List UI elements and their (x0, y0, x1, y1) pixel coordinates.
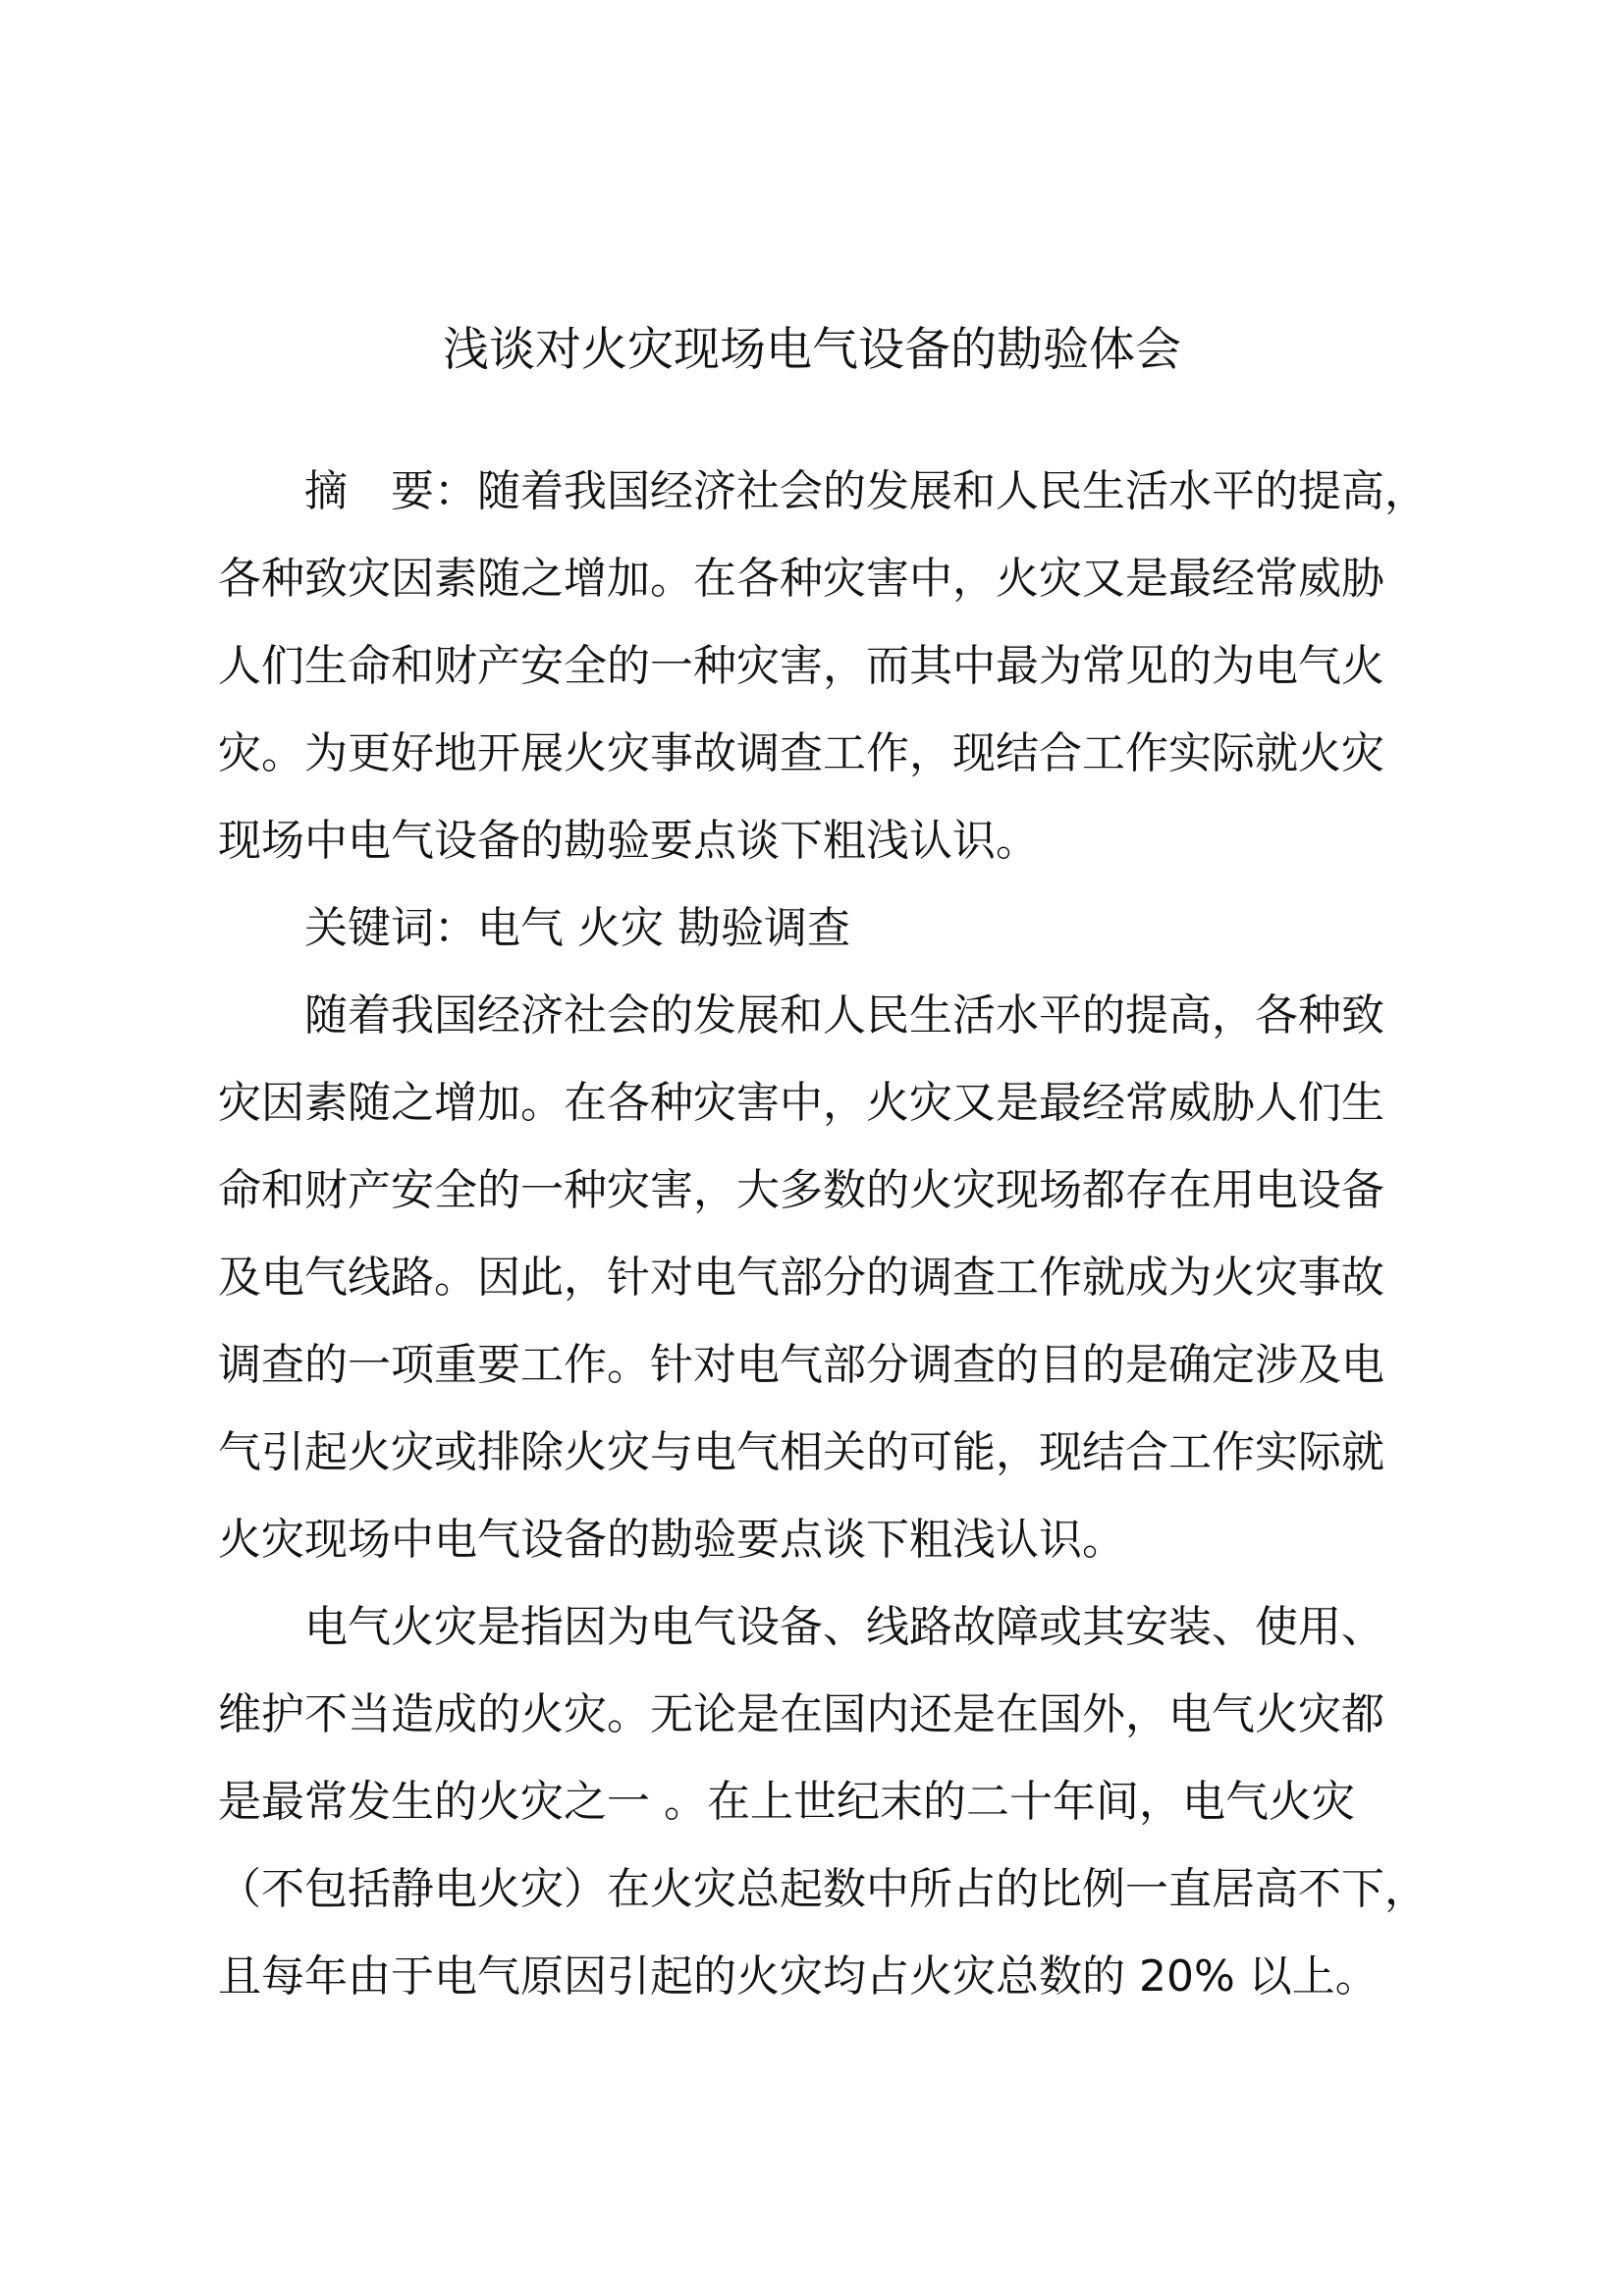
paragraph-2-line-4: （不包括静电火灾）在火灾总起数中所占的比例一直居高不下， (218, 1864, 1428, 1914)
abstract-line-4: 灾。为更好地开展火灾事故调查工作，现结合工作实际就火灾 (218, 728, 1384, 778)
paragraph-2-line-5: 且每年由于电气原因引起的火灾均占火灾总数的 20% 以上。 (218, 1951, 1379, 2002)
paragraph-1-line-5: 调查的一项重要工作。针对电气部分调查的目的是确定涉及电 (218, 1340, 1384, 1390)
paragraph-2-line-2: 维护不当造成的火灾。无论是在国内还是在国外，电气火灾都 (218, 1689, 1384, 1739)
paragraph-1-line-3: 命和财产安全的一种灾害，大多数的火灾现场都存在用电设备 (218, 1165, 1384, 1215)
keywords-line: 关键词：电气 火灾 勘验调查 (304, 903, 850, 953)
paragraph-2-line-3: 是最常发生的火灾之一 。在上世纪末的二十年间，电气火灾 (218, 1777, 1355, 1827)
paragraph-1-line-2: 灾因素随之增加。在各种灾害中，火灾又是最经常威胁人们生 (218, 1078, 1384, 1128)
document-title: 浅谈对火灾现场电气设备的勘验体会 (443, 323, 1181, 377)
paragraph-1-line-6: 气引起火灾或排除火灾与电气相关的可能，现结合工作实际就 (218, 1427, 1384, 1477)
paragraph-2-line-1: 电气火灾是指因为电气设备、线路故障或其安装、使用、 (304, 1602, 1384, 1652)
abstract-line-1: 摘 要：随着我国经济社会的发展和人民生活水平的提高， (304, 466, 1428, 516)
abstract-line-2: 各种致灾因素随之增加。在各种灾害中，火灾又是最经常威胁 (218, 554, 1384, 604)
paragraph-1-line-7: 火灾现场中电气设备的勘验要点谈下粗浅认识。 (218, 1515, 1125, 1565)
paragraph-1-line-1: 随着我国经济社会的发展和人民生活水平的提高，各种致 (304, 990, 1384, 1041)
document-body (218, 448, 1435, 2020)
paragraph-1-line-4: 及电气线路。因此，针对电气部分的调查工作就成为火灾事故 (218, 1253, 1384, 1303)
abstract-line-5: 现场中电气设备的勘验要点谈下粗浅认识。 (218, 816, 1039, 866)
abstract-line-3: 人们生命和财产安全的一种灾害，而其中最为常见的为电气火 (218, 641, 1384, 691)
